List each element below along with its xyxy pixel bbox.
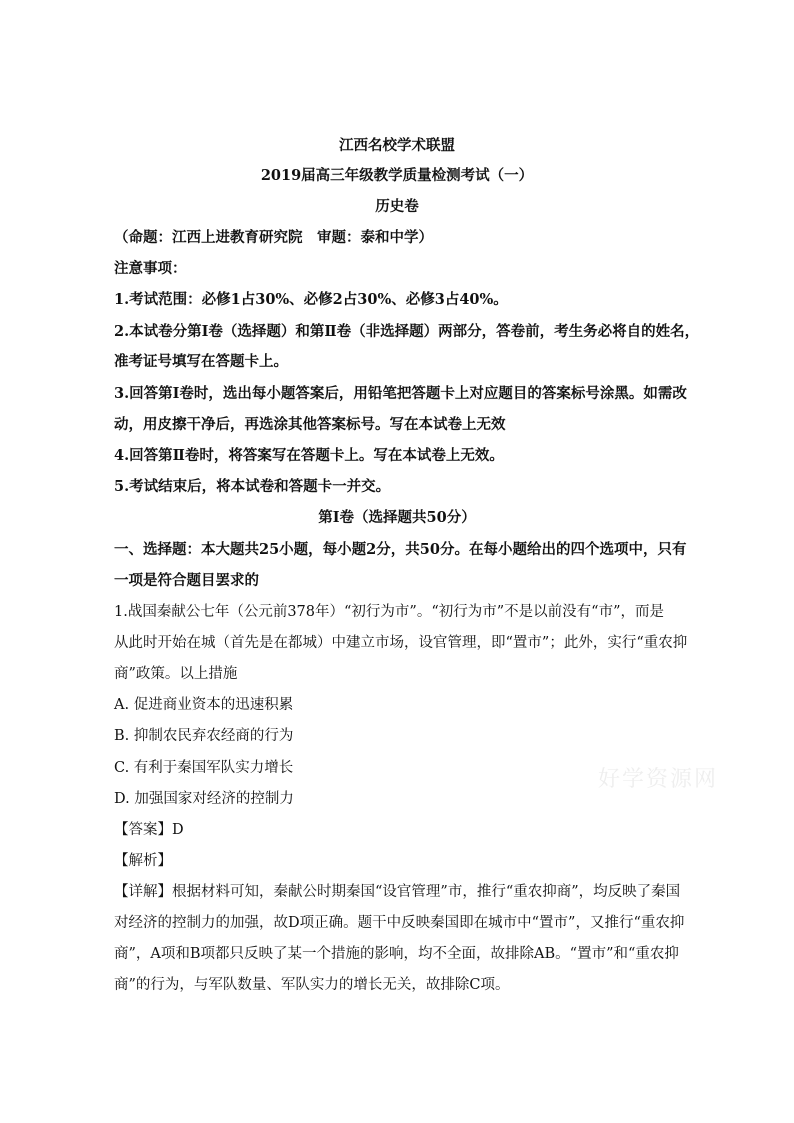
notes-line-7: 5.考试结束后，将本试卷和答题卡一并交。 <box>114 478 391 495</box>
q1-option-c: C. 有利于秦国军队实力增长 <box>114 760 294 776</box>
q1-detail-3: 商”，A项和B项都只反映了某一个措施的影响，均不全面，故排除AB。“置市”和“重农抑 <box>114 946 679 962</box>
q1-option-d: D. 加强国家对经济的控制力 <box>114 791 294 807</box>
watermark: 好学资源网 <box>598 767 719 792</box>
notes-title: 注意事项： <box>114 260 187 277</box>
notes-line-3: 准考证号填写在答题卡上。 <box>114 353 288 370</box>
q1-detail-2: 对经济的控制力的加强，故D项正确。题干中反映秦国即在城市中“置市”，又推行“重农抑 <box>114 915 685 931</box>
notes-line-5: 动，用皮擦干净后，再选涂其他答案标号。写在本试卷上无效 <box>114 416 506 433</box>
q1-stem-1: 1.战国秦献公七年（公元前378年）“初行为市”。“初行为市”不是以前没有“市”，而是 <box>114 604 664 620</box>
q1-stem-2: 从此时开始在城（首先是在都城）中建立市场，设官管理，即“置市”；此外，实行“重农抑 <box>114 635 688 651</box>
q1-stem-3: 商”政策。以上措施 <box>114 666 238 682</box>
section-intro-2: 一项是符合题目罢求的 <box>114 572 259 589</box>
header-subject: 历史卷 <box>375 198 419 215</box>
header-exam-title: 2019届高三年级教学质量检测考试（一） <box>260 167 534 184</box>
section-title: 第Ⅰ卷（选择题共50分） <box>318 509 476 526</box>
notes-line-4: 3.回答第Ⅰ卷时，选出每小题答案后，用铅笔把答题卡上对应题目的答案标号涂黑。如需改 <box>114 385 687 402</box>
header-authors: （命题：江西上进教育研究院 审题：泰和中学） <box>114 229 433 246</box>
header-org: 江西名校学术联盟 <box>339 137 455 154</box>
q1-answer: 【答案】D <box>114 822 184 838</box>
q1-option-b: B. 抑制农民弃农经商的行为 <box>114 728 294 744</box>
notes-line-2: 2.本试卷分第Ⅰ卷（选择题）和第Ⅱ卷（非选择题）两部分，答卷前，考生务必将自的姓名， <box>114 323 700 340</box>
notes-line-1: 1.考试范围：必修1占30%、必修2占30%、必修3占40%。 <box>114 291 508 308</box>
q1-detail-1: 【详解】根据材料可知，秦献公时期秦国“设官管理”市，推行“重农抑商”，均反映了秦国 <box>114 884 681 900</box>
section-intro-1: 一、选择题：本大题共25小题，每小题2分，共50分。在每小题给出的四个选项中，只有 <box>114 541 687 558</box>
q1-detail-4: 商”的行为，与军队数量、军队实力的增长无关，故排除C项。 <box>114 977 510 993</box>
q1-option-a: A. 促进商业资本的迅速积累 <box>114 697 294 713</box>
q1-analysis-title: 【解析】 <box>114 853 172 869</box>
notes-line-6: 4.回答第Ⅱ卷时，将答案写在答题卡上。写在本试卷上无效。 <box>114 447 504 464</box>
